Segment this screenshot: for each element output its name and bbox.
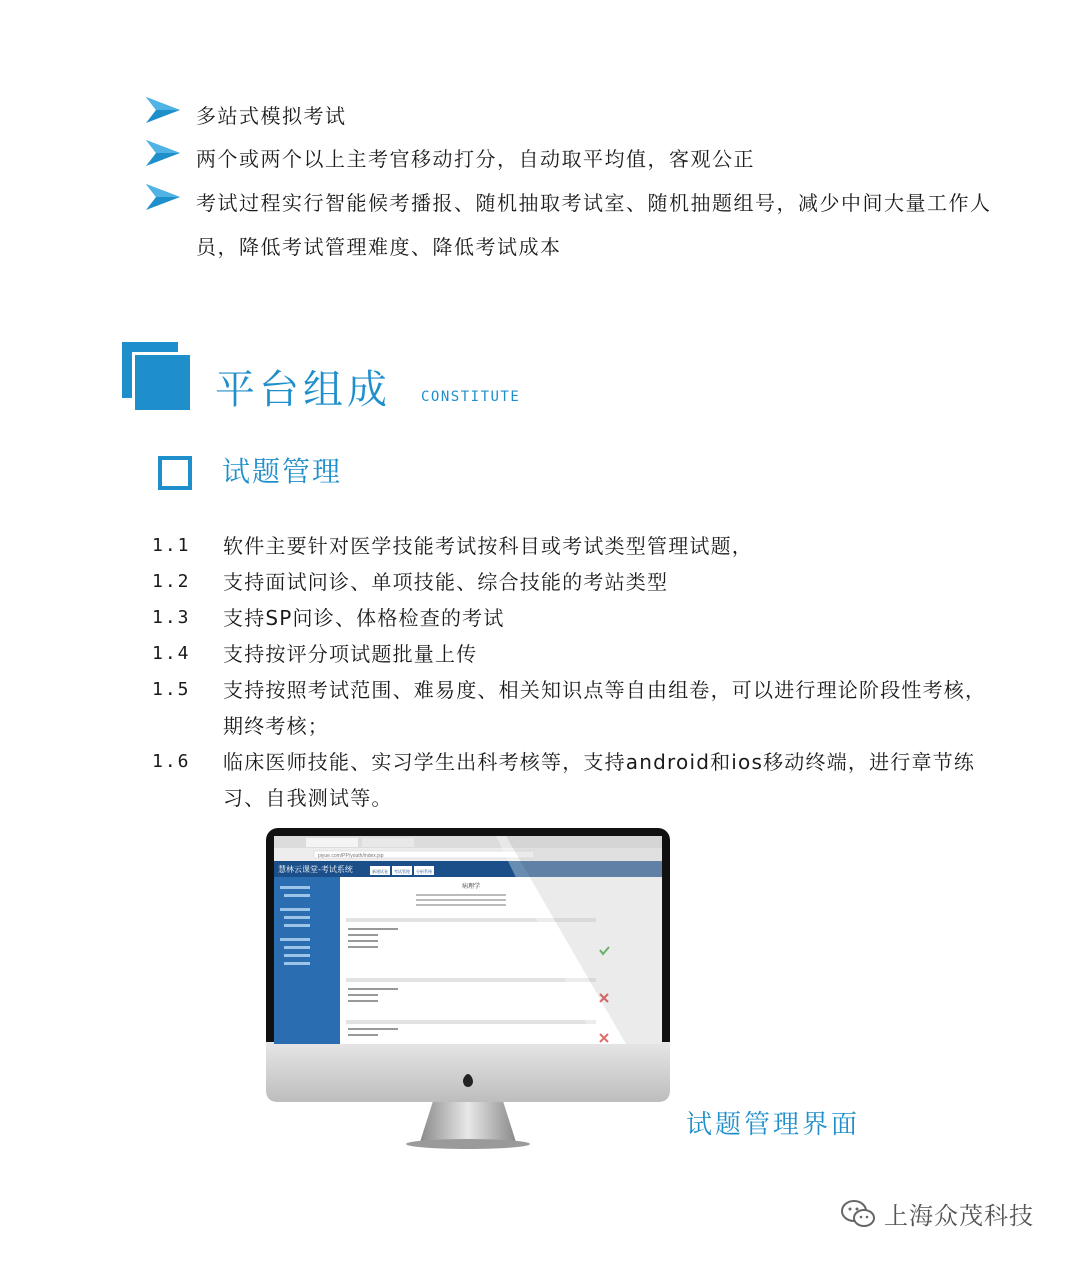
section-squares-icon <box>122 342 192 412</box>
item-number: 1.2 <box>152 571 191 592</box>
item-number: 1.1 <box>152 535 191 556</box>
imac-stand <box>420 1098 516 1142</box>
item-text: 软件主要针对医学技能考试按科目或考试类型管理试题， <box>223 534 753 558</box>
arrow-bullet-icon <box>146 184 180 210</box>
figure-caption: 试题管理界面 <box>686 1110 861 1140</box>
watermark-text: 上海众茂科技 <box>884 1202 1034 1230</box>
wechat-icon <box>840 1198 876 1230</box>
item-number: 1.3 <box>152 607 191 628</box>
imac-base <box>406 1139 530 1149</box>
item-text: 支持按评分项试题批量上传 <box>223 642 478 666</box>
item-number: 1.6 <box>152 751 191 772</box>
bullet-text: 考试过程实行智能候考播报、随机抽取考试室、随机抽题组号，减少中间大量工作人员，降低考试管理难度、降低考试成本 <box>196 191 992 259</box>
bullet-item-3 <box>146 181 992 259</box>
sidebar <box>274 877 340 1044</box>
item-number: 1.5 <box>152 679 191 700</box>
app-title: 慧林云课堂-考试系统 <box>278 865 353 874</box>
tab: 新建试卷 <box>372 869 388 874</box>
bullet-text: 两个或两个以上主考官移动打分，自动取平均值，客观公正 <box>196 147 755 171</box>
arrow-bullet-icon <box>146 97 180 123</box>
item-text: 支持面试问诊、单项技能、综合技能的考站类型 <box>223 570 669 594</box>
exam-title: 病理学 <box>462 883 481 890</box>
item-text: 临床医师技能、实习学生出科考核等，支持android和ios移动终端，进行章节练习、自我测试等。 <box>223 750 976 810</box>
subsection-box-icon <box>158 456 192 490</box>
item-number: 1.4 <box>152 643 191 664</box>
bullet-item-1 <box>146 94 347 128</box>
section-title: 平台组成 <box>215 367 391 413</box>
subsection-title: 试题管理 <box>222 455 343 488</box>
tab: 考试管理 <box>394 869 410 874</box>
watermark <box>840 1196 1034 1231</box>
arrow-bullet-icon <box>146 140 180 166</box>
section-subtitle: CONSTITUTE <box>421 389 521 405</box>
bullet-item-2 <box>146 137 755 171</box>
browser-url: piyue.com/PP/youth/index.jsp <box>318 853 384 859</box>
item-text: 支持按照考试范围、难易度、相关知识点等自由组卷，可以进行理论阶段性考核，期终考核； <box>223 678 987 738</box>
item-text: 支持SP问诊、体格检查的考试 <box>223 606 505 630</box>
imac-chin <box>266 1042 670 1102</box>
tab: 分析系统 <box>416 869 432 874</box>
imac-screenshot <box>266 828 670 1150</box>
bullet-text: 多站式模拟考试 <box>196 104 347 128</box>
